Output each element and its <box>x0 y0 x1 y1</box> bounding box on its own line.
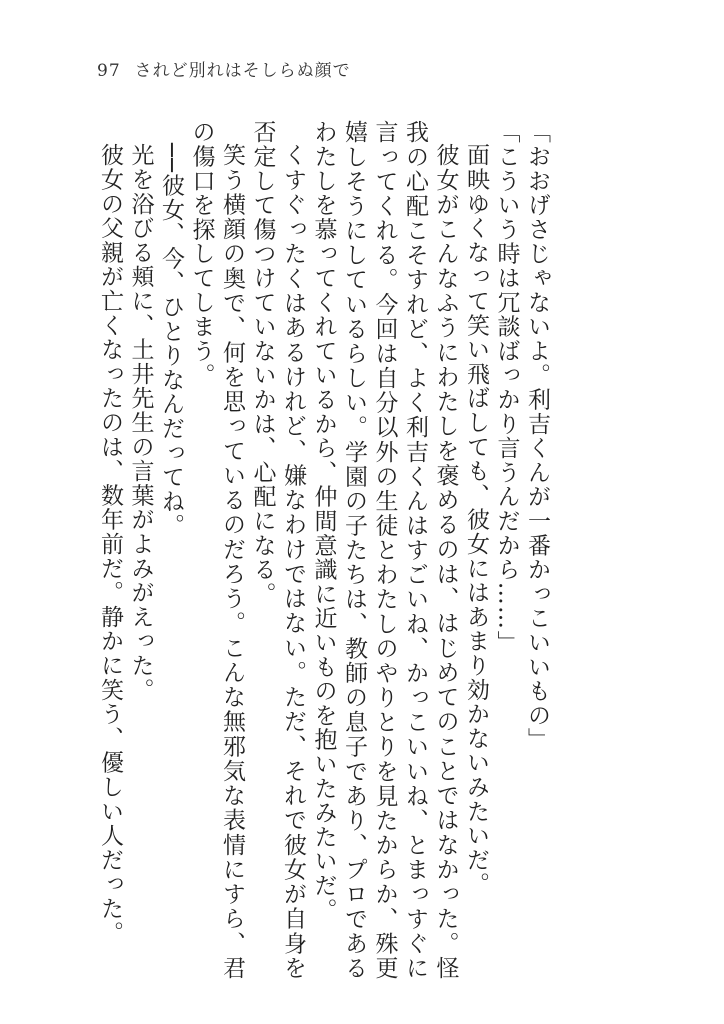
body-text <box>95 120 553 980</box>
chapter-title: されど別れはそしらぬ顔で <box>134 61 351 81</box>
paragraph: 笑う横顔の奥で、何を思っているのだろう。こんな無邪気な表情にすら、君の傷口を探してしまう。 <box>188 120 245 980</box>
paragraph: 彼女の父親が亡くなったのは、数年前だ。静かに笑う、優しい人だった。 <box>97 143 123 945</box>
paragraph: 光を浴びる頬に、土井先生の言葉がよみがえった。 <box>127 143 154 702</box>
paragraph: 「こういう時は冗談ばっかり言うんだから……」 <box>493 120 520 655</box>
page-number: 97 <box>97 61 121 81</box>
running-head <box>97 56 351 81</box>
paragraph: 面映ゆくなって笑い飛ばしても、彼女にはあまり効かないみたいだ。 <box>463 143 489 897</box>
paragraph: 彼女がこんなふうにわたしを褒めるのは、はじめてのことではなかった。怪我の心配こそすれど、よく利吉くんはすごいね、かっこいいね、とまっすぐに言ってくれる。今回は自分以外の生徒とわたしのやりとりを見たからか、殊更嬉しそうにしているらしい。学園の子たちは、教師の息子であり、プロであるわたしを慕ってくれているから、仲間意識に近いものを抱いたみたいだ。 <box>310 120 459 980</box>
paragraph: くすぐったくはあるけれど、嫌なわけではない。ただ、それで彼女が自身を否定して傷つけていないかは、心配になる。 <box>249 120 306 980</box>
paragraph: ──彼女、今、ひとりなんだってね。 <box>158 143 184 538</box>
paragraph: 「おおげさじゃないよ。利吉くんが一番かっこいいもの」 <box>524 120 550 752</box>
